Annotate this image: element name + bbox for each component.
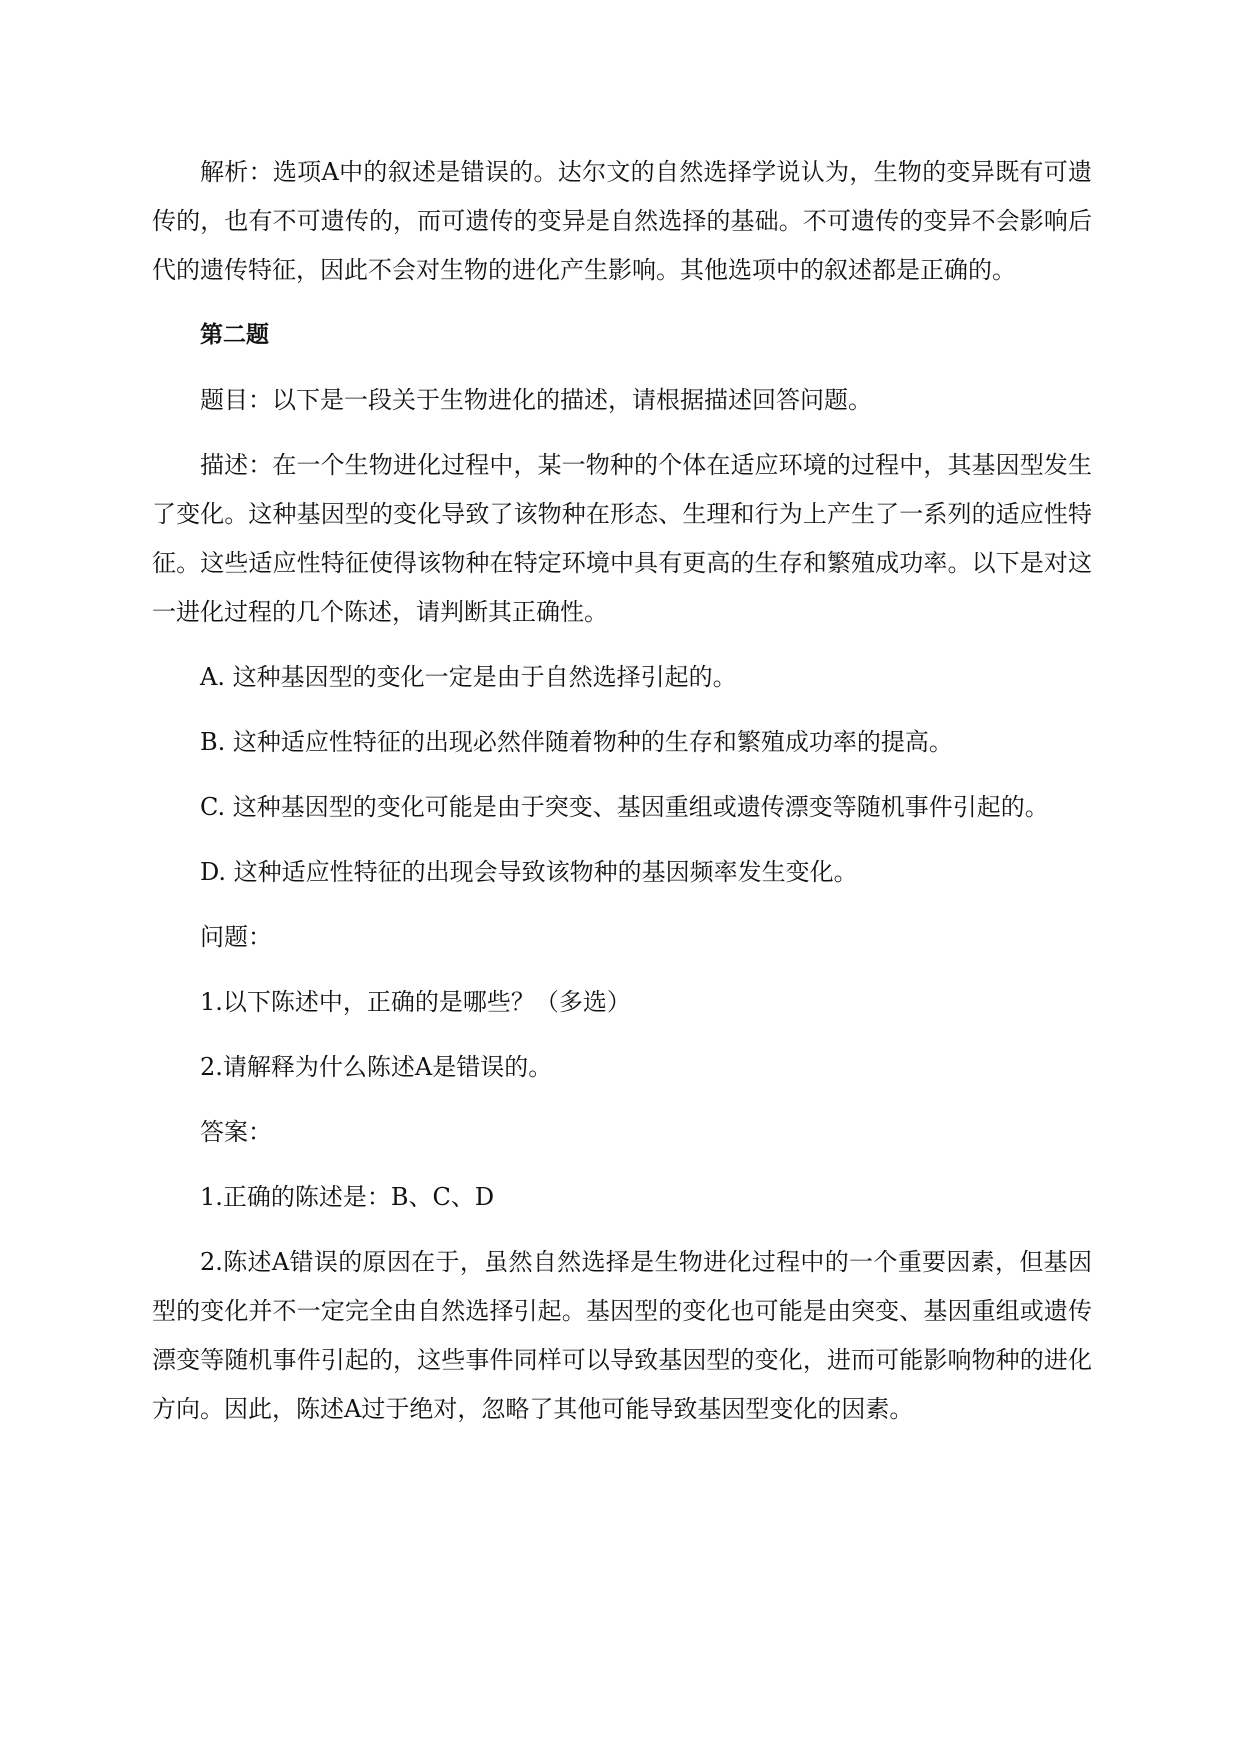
section-heading: 第二题 bbox=[200, 322, 269, 348]
question-title: 题目：以下是一段关于生物进化的描述，请根据描述回答问题。 bbox=[200, 386, 872, 414]
answer-2: 2.陈述A错误的原因在于，虽然自然选择是生物进化过程中的一个重要因素，但基因型的变化并不一定完全由自然选择引起。基因型的变化也可能是由突变、基因重组或遗传漂变等随机事件引起的，这些事件同样可以导致基因型的变化，进而可能影响物种的进化方向。因此，陈述A过于绝对，忽略了其他可能导致基因型变化的因素。 bbox=[152, 1248, 1092, 1423]
answer-label: 答案： bbox=[200, 1118, 272, 1146]
document-page bbox=[152, 148, 1092, 1450]
question-1: 1.以下陈述中，正确的是哪些？（多选） bbox=[200, 988, 631, 1016]
option-a: A. 这种基因型的变化一定是由于自然选择引起的。 bbox=[200, 663, 737, 691]
option-c: C. 这种基因型的变化可能是由于突变、基因重组或遗传漂变等随机事件引起的。 bbox=[200, 793, 1049, 821]
question-description: 描述：在一个生物进化过程中，某一物种的个体在适应环境的过程中，其基因型发生了变化。这种基因型的变化导致了该物种在形态、生理和行为上产生了一系列的适应性特征。这些适应性特征使得该物种在特定环境中具有更高的生存和繁殖成功率。以下是对这一进化过程的几个陈述，请判断其正确性。 bbox=[152, 451, 1092, 626]
question-2: 2.请解释为什么陈述A是错误的。 bbox=[200, 1053, 553, 1081]
answer-1: 1.正确的陈述是：B、C、D bbox=[200, 1183, 495, 1211]
option-d: D. 这种适应性特征的出现会导致该物种的基因频率发生变化。 bbox=[200, 858, 858, 886]
option-b: B. 这种适应性特征的出现必然伴随着物种的生存和繁殖成功率的提高。 bbox=[200, 728, 953, 756]
questions-label: 问题： bbox=[200, 923, 272, 951]
analysis-paragraph: 解析：选项A中的叙述是错误的。达尔文的自然选择学说认为，生物的变异既有可遗传的，也有不可遗传的，而可遗传的变异是自然选择的基础。不可遗传的变异不会影响后代的遗传特征，因此不会对生物的进化产生影响。其他选项中的叙述都是正确的。 bbox=[152, 158, 1092, 284]
